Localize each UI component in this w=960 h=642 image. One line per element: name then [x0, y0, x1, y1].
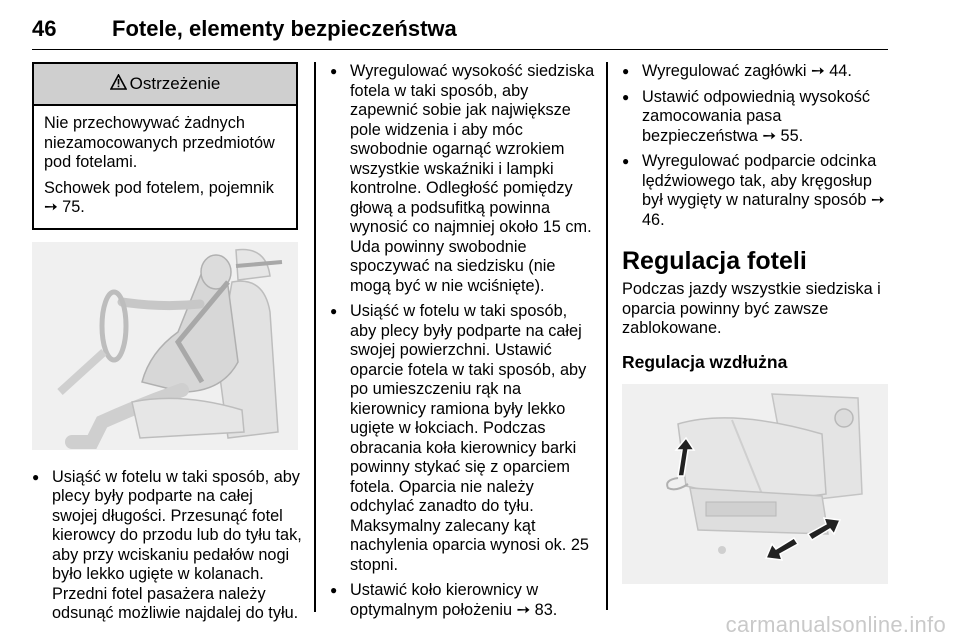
seated-driver-illustration: [32, 242, 298, 450]
seat-adjustment-illustration: [622, 384, 888, 584]
list-item: ● Wyregulować wysokość siedziska fotela w taki sposób, aby zapewnić sobie jak największe pole widzenia i aby móc swobodnie ogarnąć wzrokiem wszystkie wskaźniki i lampki kontrolne. Odległość pomiędzy głową a podsufitką powinna wynosić co najmniej około 15 cm. Uda powinny swobodnie spoczywać na siedzisku (nie mogą być w nie wciśnięte).: [330, 62, 596, 296]
right-column: [622, 62, 892, 584]
watermark: carmanualsonline.info: [725, 612, 946, 637]
middle-bullet-list: [330, 62, 596, 620]
page-header: [32, 12, 888, 50]
warning-title: Ostrzeżenie: [129, 74, 221, 94]
column-divider: [606, 62, 608, 610]
warning-body: [34, 106, 296, 228]
warning-box: [32, 62, 298, 230]
warning-header: [34, 64, 296, 106]
list-item: ● Wyregulować zagłówki ➙ 44.: [622, 62, 892, 82]
column-divider: [314, 62, 316, 612]
left-bullet-list: [32, 468, 302, 624]
section-heading: Regulacja foteli: [622, 247, 807, 275]
list-item: ● Ustawić koło kierownicy w optymalnym położeniu ➙ 83.: [330, 581, 596, 620]
middle-column: [330, 62, 596, 626]
left-column: [32, 62, 302, 630]
list-item: ● Wyregulować podparcie odcinka lędźwiowego tak, aby kręgosłup był wygięty w naturalny sposób ➙ 46.: [622, 152, 892, 230]
section-text: Podczas jazdy wszystkie siedziska i oparcia powinny być zawsze zablokowane.: [622, 280, 881, 337]
list-item: ● Usiąść w fotelu w taki sposób, aby plecy były podparte na całej swojej długości. Przesunąć fotel kierowcy do przodu lub do tyłu tak, aby przy wciskaniu pedałów nogi było lekko ugięte w kolanach. Przedni fotel pasażera należy odsunąć możliwie najdalej do tyłu.: [32, 468, 302, 624]
subsection-heading: Regulacja wzdłużna: [622, 351, 788, 372]
right-bullet-list: [622, 62, 892, 230]
warning-triangle-icon: [110, 74, 127, 95]
list-item: ● Usiąść w fotelu w taki sposób, aby plecy były podparte na całej swojej powierzchni. Ustawić oparcie fotela w taki sposób, aby po umieszczeniu rąk na kierownicy ramiona były lekko ugięte w łokciach. Podczas obracania koła kierownicy barki powinny stykać się z oparciem fotela. Oparcia nie należy odchylać zanadto do tyłu. Maksymalny zalecany kąt nachylenia oparcia wynosi ok. 25 stopni.: [330, 302, 596, 575]
warning-paragraph: Nie przechowywać żadnych niezamocowanych przedmiotów pod fotelami.: [44, 114, 275, 171]
page-number: 46: [32, 16, 57, 41]
warning-paragraph: Schowek pod fotelem, pojemnik ➙ 75.: [44, 178, 274, 216]
list-item: ● Ustawić odpowiednią wysokość zamocowania pasa bezpieczeństwa ➙ 55.: [622, 88, 892, 147]
page-title: Fotele, elementy bezpieczeństwa: [112, 16, 457, 41]
